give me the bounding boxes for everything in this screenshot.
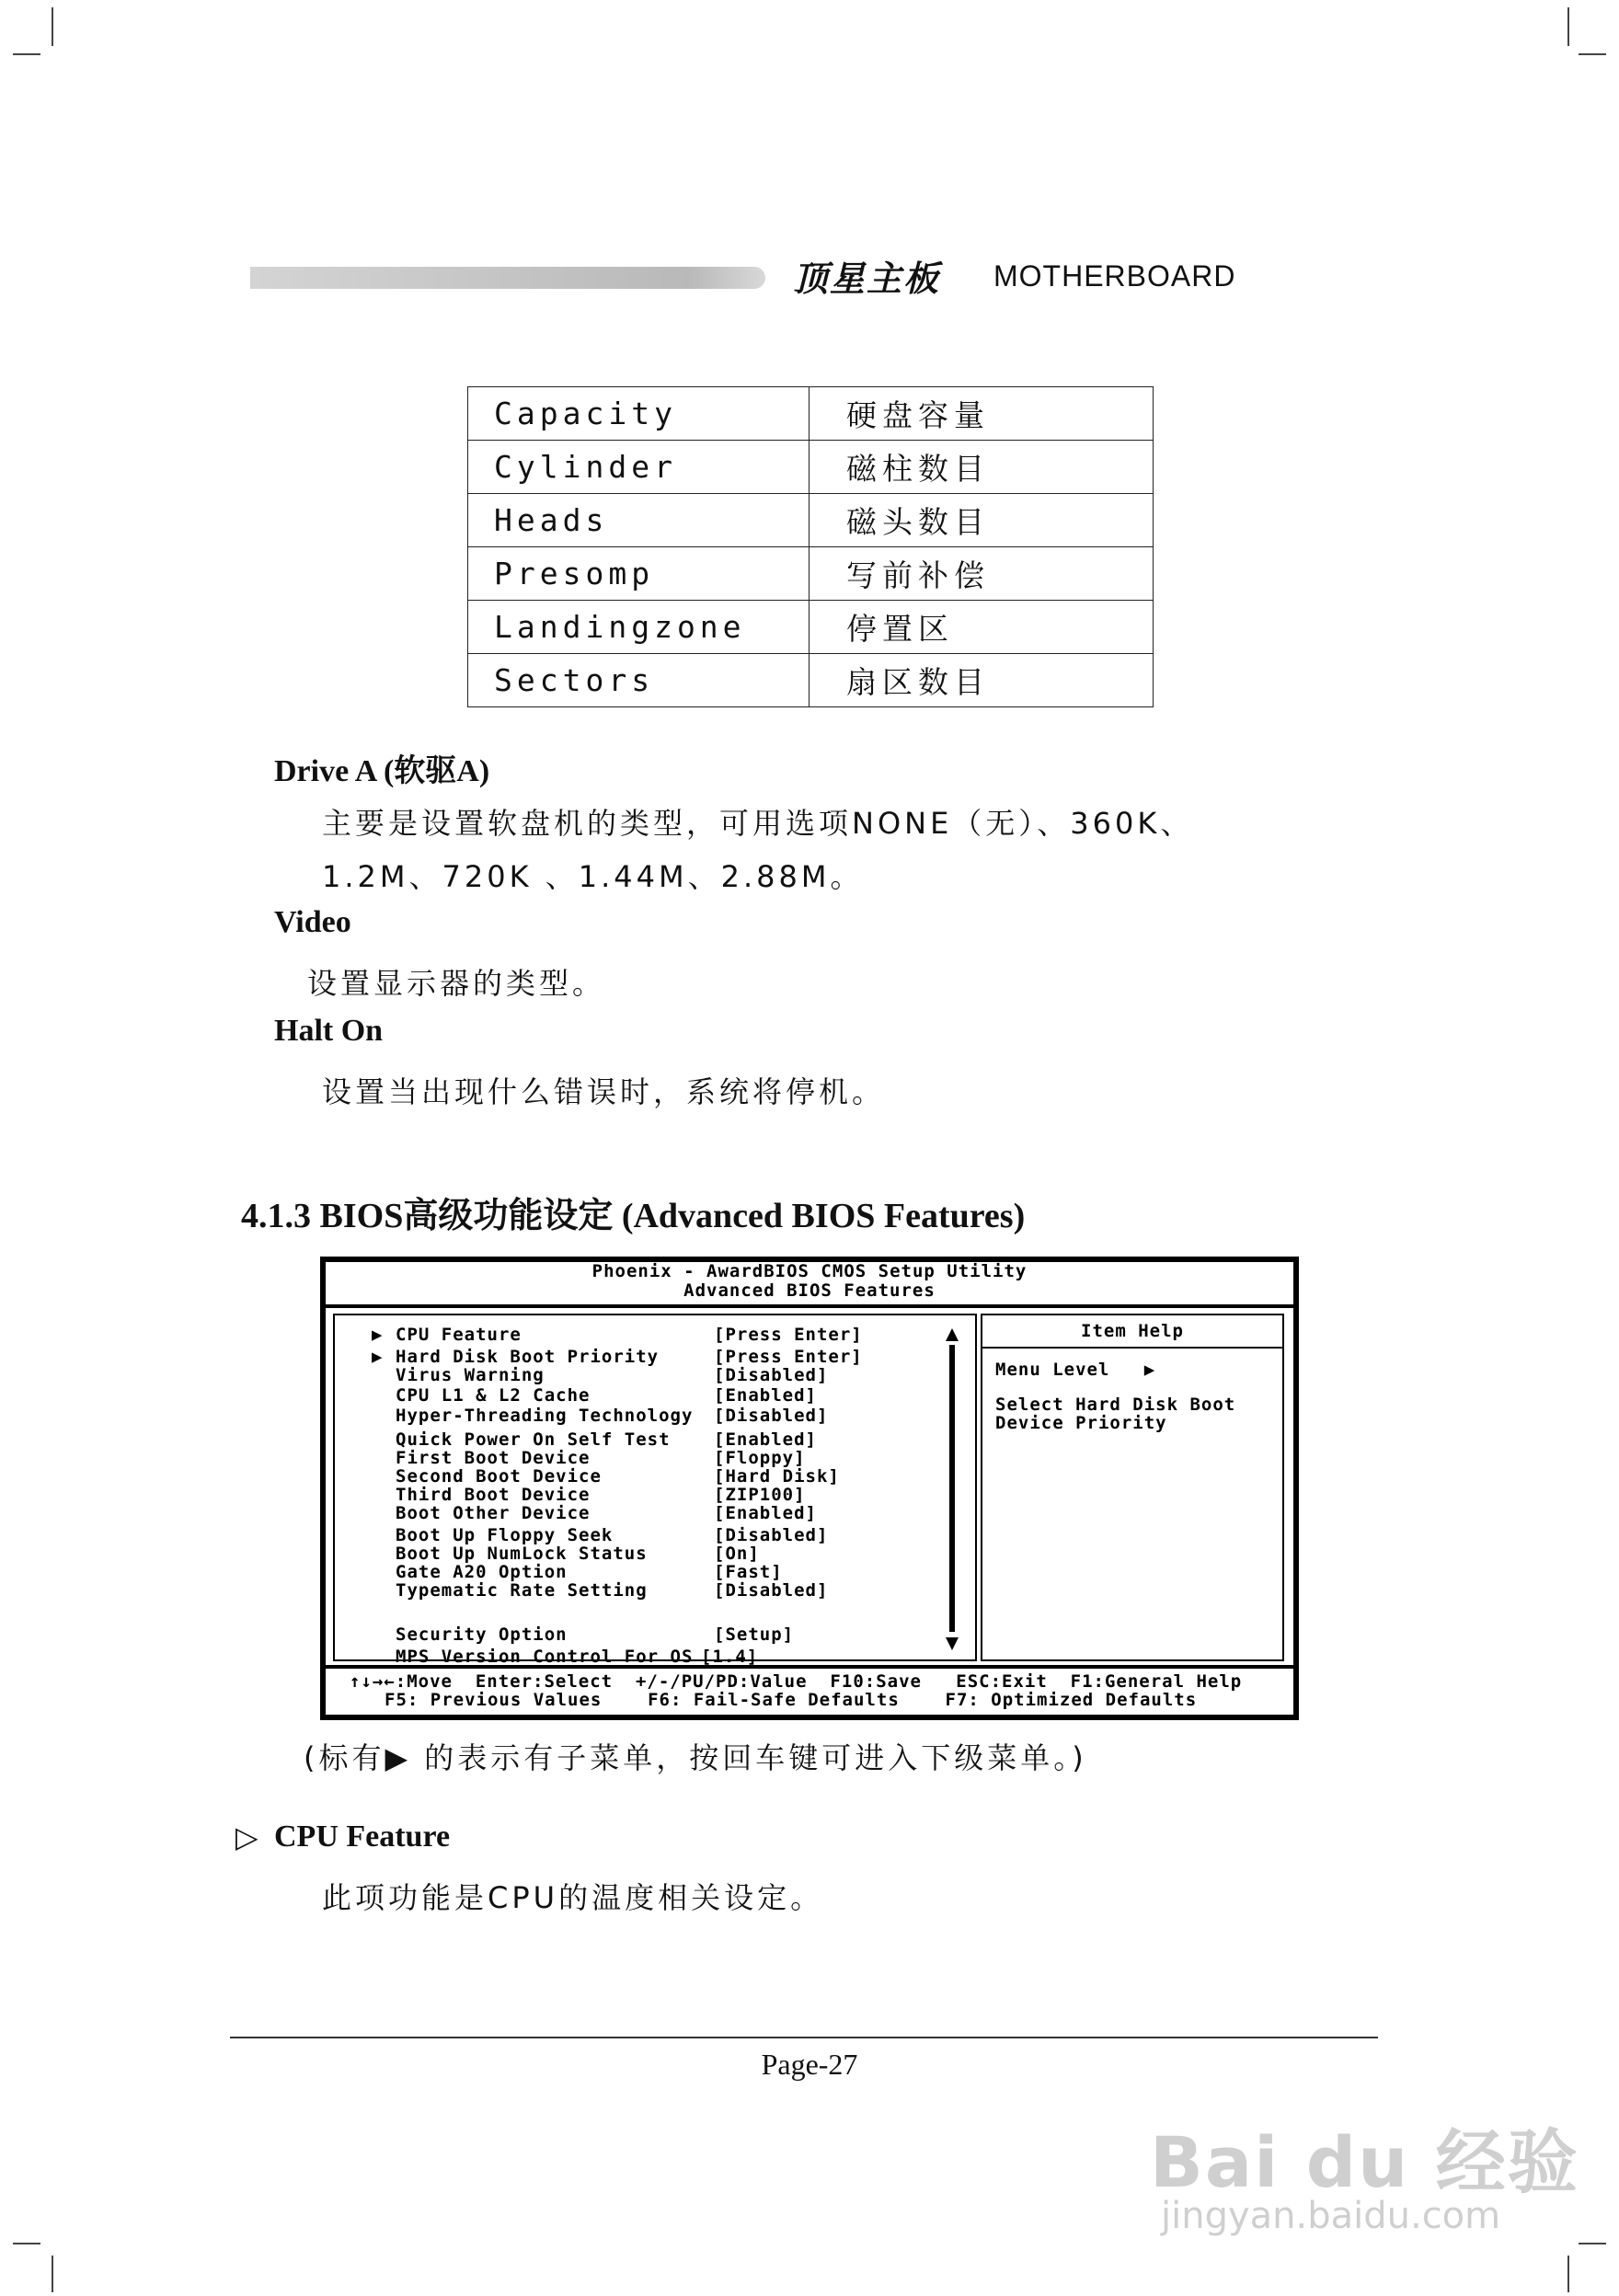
bios-row-floppy-seek[interactable]: Boot Up Floppy Seek <box>396 1525 614 1545</box>
cpu-feature-text: 此项功能是CPU的温度相关设定。 <box>322 1880 824 1915</box>
table-row <box>468 441 1154 494</box>
video-text: 设置显示器的类型。 <box>307 966 606 1001</box>
bios-value[interactable]: [ZIP100] <box>714 1485 806 1505</box>
key-legend-line2: F5: Previous Values F6: Fail-Safe Defaults F7: Optimized Defaults <box>385 1690 1198 1710</box>
header-subtitle: MOTHERBOARD <box>993 259 1236 293</box>
bios-row-cpu-cache[interactable]: CPU L1 & L2 Cache <box>396 1385 591 1406</box>
param-en: Sectors <box>468 654 810 707</box>
bios-row-hyper-threading[interactable]: Hyper-Threading Technology <box>396 1406 694 1426</box>
bios-row-hard-disk-boot-priority[interactable]: Hard Disk Boot Priority <box>396 1347 660 1367</box>
param-cn: 硬盘容量 <box>810 387 1154 441</box>
bios-row-second-boot[interactable]: Second Boot Device <box>396 1466 602 1487</box>
bios-row-virus-warning[interactable]: Virus Warning <box>396 1365 545 1385</box>
bios-row-quick-post[interactable]: Quick Power On Self Test <box>396 1429 671 1450</box>
bios-settings-list <box>333 1314 977 1667</box>
param-cn: 磁头数目 <box>810 494 1154 547</box>
bios-value[interactable]: [Press Enter] <box>714 1347 863 1367</box>
bios-main-panel <box>326 1308 1293 1665</box>
param-en: Cylinder <box>468 441 810 494</box>
halt-on-text: 设置当出现什么错误时，系统将停机。 <box>322 1074 886 1109</box>
help-text-2: Device Priority <box>995 1413 1167 1433</box>
param-en: Capacity <box>468 387 810 441</box>
bios-value[interactable]: [Setup] <box>714 1624 795 1645</box>
parameter-table <box>467 386 1154 707</box>
header-bar <box>250 267 765 289</box>
table-row <box>468 547 1154 601</box>
bios-caption: (标有▶ 的表示有子菜单，按回车键可进入下级菜单。) <box>304 1740 1087 1775</box>
bios-row-gate-a20[interactable]: Gate A20 Option <box>396 1562 568 1582</box>
param-en: Presomp <box>468 547 810 601</box>
bios-value[interactable]: [Press Enter] <box>714 1325 863 1345</box>
bios-row-mps-version[interactable]: MPS Version Control For OS <box>396 1647 694 1667</box>
menu-level: Menu Level ▶ <box>995 1360 1156 1380</box>
bios-scrollbar[interactable] <box>946 1328 959 1650</box>
help-text-1: Select Hard Disk Boot <box>995 1395 1236 1415</box>
drive-a-heading: Drive A (软驱A) <box>274 754 490 788</box>
drive-a-text-1: 主要是设置软盘机的类型，可用选项NONE（无）、360K、 <box>322 806 1194 841</box>
bios-value[interactable]: [Enabled] <box>714 1385 817 1406</box>
param-cn: 磁柱数目 <box>810 441 1154 494</box>
bios-row-third-boot[interactable]: Third Boot Device <box>396 1485 591 1505</box>
bios-value[interactable]: [Floppy] <box>714 1448 806 1468</box>
drive-a-text-2: 1.2M、720K 、1.44M、2.88M。 <box>322 859 864 894</box>
table-row <box>468 494 1154 547</box>
watermark-url: jingyan.baidu.com <box>1161 2195 1501 2237</box>
bios-value[interactable]: [Disabled] <box>714 1580 829 1601</box>
bios-title <box>326 1262 1293 1304</box>
footer-rule <box>230 2037 1378 2038</box>
video-heading: Video <box>274 905 351 939</box>
scrollbar-arrows-icon <box>946 1328 959 1650</box>
bios-row-numlock[interactable]: Boot Up NumLock Status <box>396 1544 648 1564</box>
key-legend-line1: ↑↓→←:Move Enter:Select +/-/PU/PD:Value F10:Save ESC:Exit F1:General Help <box>350 1671 1243 1692</box>
bios-row-typematic[interactable]: Typematic Rate Setting <box>396 1580 648 1601</box>
bios-value[interactable]: [Fast] <box>714 1562 783 1582</box>
bios-title-line2: Advanced BIOS Features <box>683 1280 936 1301</box>
cpu-feature-marker-icon: ▷ <box>235 1820 258 1854</box>
bios-submenu-arrow-icon: ▶ <box>372 1347 384 1367</box>
bios-value[interactable]: [On] <box>714 1544 760 1564</box>
item-help-title: Item Help <box>982 1315 1282 1349</box>
bios-key-legend <box>326 1669 1293 1715</box>
halt-on-heading: Halt On <box>274 1014 384 1048</box>
table-row <box>468 654 1154 707</box>
bios-value[interactable]: [Disabled] <box>714 1406 829 1426</box>
param-cn: 写前补偿 <box>810 547 1154 601</box>
bios-row-boot-other[interactable]: Boot Other Device <box>396 1503 591 1523</box>
page-number: Page-27 <box>761 2048 858 2081</box>
bios-item-help-panel <box>981 1314 1284 1661</box>
cpu-feature-heading: CPU Feature <box>274 1820 451 1854</box>
bios-row-security[interactable]: Security Option <box>396 1624 568 1645</box>
param-en: Landingzone <box>468 601 810 654</box>
table-row <box>468 601 1154 654</box>
watermark-brand: Bai du 经验 <box>1150 2121 1579 2203</box>
table-row <box>468 387 1154 441</box>
bios-value[interactable]: [Disabled] <box>714 1365 829 1385</box>
bios-value[interactable]: [Enabled] <box>714 1503 817 1523</box>
header-brand: 顶星主板 <box>793 258 941 299</box>
bios-value[interactable]: [1.4] <box>701 1647 759 1667</box>
param-en: Heads <box>468 494 810 547</box>
bios-row-first-boot[interactable]: First Boot Device <box>396 1448 591 1468</box>
param-cn: 停置区 <box>810 601 1154 654</box>
bios-row-cpu-feature[interactable]: CPU Feature <box>396 1325 522 1345</box>
bios-submenu-arrow-icon: ▶ <box>372 1325 384 1345</box>
bios-title-line1: Phoenix - AwardBIOS CMOS Setup Utility <box>591 1261 1028 1281</box>
bios-screenshot <box>320 1257 1299 1720</box>
param-cn: 扇区数目 <box>810 654 1154 707</box>
bios-value[interactable]: [Hard Disk] <box>714 1466 840 1487</box>
bios-value[interactable]: [Disabled] <box>714 1525 829 1545</box>
bios-value[interactable]: [Enabled] <box>714 1429 817 1450</box>
section-heading: 4.1.3 BIOS高级功能设定 (Advanced BIOS Features) <box>241 1197 1026 1235</box>
